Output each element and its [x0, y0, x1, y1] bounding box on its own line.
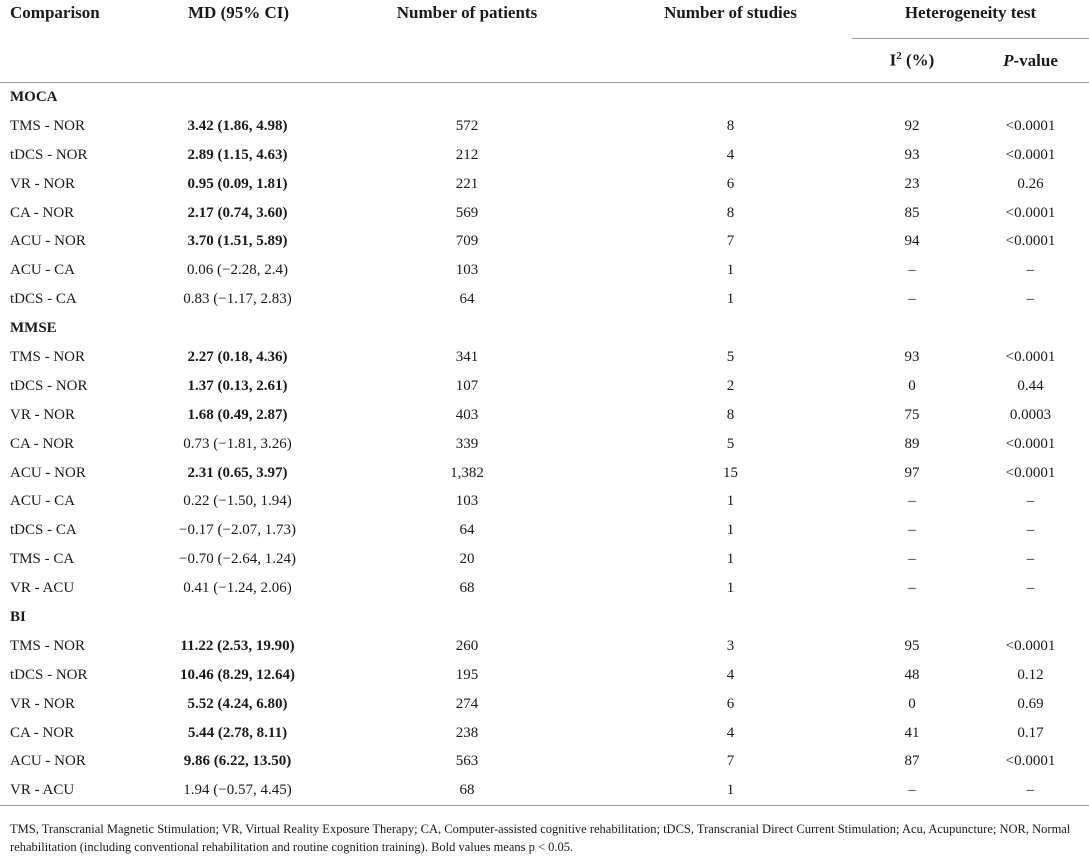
cell-p-value: – [1026, 291, 1035, 308]
cell-md: −0.70 (−2.64, 1.24) [179, 551, 296, 568]
section-label: BI [10, 608, 26, 625]
cell-p-value: <0.0001 [1005, 348, 1056, 365]
header-studies: Number of studies [664, 3, 797, 22]
cell-patients: 68 [325, 776, 609, 805]
table-row [0, 747, 1089, 776]
cell-patients: 107 [455, 377, 479, 394]
cell-p-value: 0.44 [1017, 377, 1044, 394]
cell-studies: 15 [723, 464, 738, 481]
cell-comparison: VR - ACU [0, 776, 150, 805]
cell-patients: 221 [455, 175, 479, 192]
cell-studies: 7 [726, 753, 735, 770]
cell-md: 0.83 (−1.17, 2.83) [183, 291, 292, 308]
cell-p-value: – [1026, 493, 1035, 510]
cell-md: 1.68 (0.49, 2.87) [187, 406, 288, 423]
cell-p-value: <0.0001 [1005, 233, 1056, 250]
table-row [0, 372, 1089, 401]
header-comparison: Comparison [10, 3, 100, 22]
cell-i2: – [908, 551, 916, 568]
cell-md: 11.22 (2.53, 19.90) [180, 637, 295, 654]
cell-comparison: CA - NOR [10, 724, 75, 741]
cell-studies: 4 [726, 724, 735, 741]
cell-p-value: 0.0003 [1009, 406, 1052, 423]
cell-i2: – [908, 493, 916, 510]
table-row [0, 719, 1089, 748]
cell-comparison: TMS - NOR [10, 348, 86, 365]
cell-p-value: 0.69 [1017, 695, 1044, 712]
cell-comparison: TMS - NOR [10, 117, 86, 134]
cell-p-value: <0.0001 [1005, 435, 1056, 452]
cell-patients: 403 [455, 406, 479, 423]
cell-studies: 7 [726, 233, 735, 250]
cell-comparison: VR - ACU [10, 580, 75, 597]
cell-p-value: 0.26 [1017, 175, 1044, 192]
cell-patients: 274 [455, 695, 479, 712]
cell-p-value: <0.0001 [1005, 204, 1056, 221]
cell-studies: 8 [726, 204, 735, 221]
cell-p-value: – [1026, 522, 1035, 539]
cell-i2: – [908, 291, 916, 308]
cell-i2: 85 [904, 204, 920, 221]
cell-p-value: – [1026, 551, 1035, 568]
cell-md: 9.86 (6.22, 13.50) [183, 753, 292, 770]
cell-studies: 4 [726, 666, 735, 683]
cell-studies: 1 [726, 522, 735, 539]
table-row [0, 516, 1089, 545]
cell-md: 10.46 (8.29, 12.64) [180, 666, 295, 683]
cell-studies: 1 [726, 493, 735, 510]
cell-patients: 64 [459, 522, 475, 539]
cell-patients: 1,382 [450, 464, 484, 481]
section-label: MOCA [10, 88, 58, 105]
header-md: MD (95% CI) [188, 3, 290, 22]
cell-p-value: 0.17 [1017, 724, 1044, 741]
cell-i2: 41 [904, 724, 920, 741]
cell-i2: 89 [904, 435, 920, 452]
cell-studies: 1 [726, 551, 735, 568]
table-row [0, 459, 1089, 488]
table-row [0, 487, 1089, 516]
table-row [0, 690, 1089, 719]
table-row [0, 227, 1089, 256]
cell-p-value: <0.0001 [1005, 117, 1056, 134]
cell-patients: 68 [459, 580, 475, 597]
cell-md: 2.31 (0.65, 3.97) [187, 464, 288, 481]
cell-comparison: VR - NOR [10, 695, 76, 712]
cell-comparison: ACU - NOR [10, 753, 86, 770]
cell-i2: – [908, 262, 916, 279]
table-footnote: TMS, Transcranial Magnetic Stimulation; VR, Virtual Reality Exposure Therapy; CA, Computer-assisted cognitive rehabilitation; tDCS, Transcranial Direct Current Stimulation; Acu, Acupuncture; NOR, Normal rehabilitation (including conventional rehabilitation and routine cognition training). Bold values means p < 0.05. [10, 822, 1071, 854]
cell-studies: 1 [726, 262, 735, 279]
cell-patients: 339 [455, 435, 479, 452]
cell-p-value: <0.0001 [1005, 146, 1056, 163]
cell-md: 3.42 (1.86, 4.98) [187, 117, 288, 134]
cell-i2: 48 [904, 666, 920, 683]
table-row [0, 430, 1089, 459]
table-row [0, 401, 1089, 430]
cell-i2: 97 [904, 464, 920, 481]
cell-i2: – [908, 580, 916, 597]
cell-comparison: ACU - CA [10, 493, 76, 510]
cell-patients: 103 [455, 493, 479, 510]
cell-comparison: tDCS - CA [10, 522, 77, 539]
cell-patients: 64 [459, 291, 475, 308]
cell-studies: 1 [726, 291, 735, 308]
header-heterogeneity: Heterogeneity test [852, 0, 1089, 39]
cell-i2: 87 [904, 753, 920, 770]
cell-patients: 260 [455, 637, 479, 654]
cell-comparison: tDCS - NOR [10, 146, 88, 163]
cell-comparison: VR - NOR [10, 175, 76, 192]
cell-comparison: tDCS - CA [10, 291, 77, 308]
cell-md: 5.44 (2.78, 8.11) [187, 724, 288, 741]
cell-p-value: – [1026, 580, 1035, 597]
cell-comparison: VR - NOR [10, 406, 76, 423]
table-row [0, 776, 1089, 805]
cell-i2: 0 [908, 377, 916, 394]
cell-studies: 6 [726, 175, 735, 192]
table-header [0, 0, 1089, 83]
cell-comparison: ACU - CA [10, 262, 76, 279]
cell-p-value: – [972, 776, 1089, 805]
cell-md: 3.70 (1.51, 5.89) [187, 233, 288, 250]
table-row [0, 112, 1089, 141]
header-patients: Number of patients [396, 3, 538, 22]
table-row [0, 632, 1089, 661]
section-row-bi [0, 603, 1089, 632]
table-row [0, 343, 1089, 372]
cell-md: 2.17 (0.74, 3.60) [187, 204, 288, 221]
cell-studies: 1 [726, 580, 735, 597]
cell-md: 1.94 (−0.57, 4.45) [150, 776, 325, 805]
cell-i2: 93 [904, 348, 920, 365]
cell-comparison: tDCS - NOR [10, 666, 88, 683]
cell-patients: 103 [455, 262, 479, 279]
table-row [0, 285, 1089, 314]
cell-studies: 8 [726, 117, 735, 134]
cell-md: 2.27 (0.18, 4.36) [187, 348, 288, 365]
cell-p-value: <0.0001 [1005, 464, 1056, 481]
cell-comparison: CA - NOR [10, 204, 75, 221]
cell-comparison: ACU - NOR [10, 233, 86, 250]
cell-patients: 341 [455, 348, 479, 365]
section-row-moca [0, 83, 1089, 112]
cell-studies: 6 [726, 695, 735, 712]
cell-patients: 563 [455, 753, 479, 770]
cell-comparison: CA - NOR [10, 435, 75, 452]
cell-i2: – [908, 522, 916, 539]
table-row [0, 141, 1089, 170]
cell-i2: 0 [908, 695, 916, 712]
cell-studies: 8 [726, 406, 735, 423]
table-row [0, 661, 1089, 690]
cell-p-value: – [1026, 262, 1035, 279]
cell-p-value: <0.0001 [1005, 637, 1056, 654]
table-row [0, 574, 1089, 603]
table-row [0, 256, 1089, 285]
cell-patients: 572 [455, 117, 479, 134]
cell-patients: 195 [455, 666, 479, 683]
cell-studies: 5 [726, 348, 735, 365]
cell-md: 0.06 (−2.28, 2.4) [187, 262, 288, 279]
cell-i2: – [852, 776, 972, 805]
cell-comparison: tDCS - NOR [10, 377, 88, 394]
cell-i2: 92 [904, 117, 920, 134]
cell-i2: 75 [904, 406, 920, 423]
cell-i2: 95 [904, 637, 920, 654]
table-row [0, 199, 1089, 228]
cell-md: 0.95 (0.09, 1.81) [187, 175, 288, 192]
cell-patients: 709 [455, 233, 479, 250]
cell-md: 2.89 (1.15, 4.63) [187, 146, 288, 163]
cell-md: −0.17 (−2.07, 1.73) [179, 522, 296, 539]
cell-i2: 23 [904, 175, 920, 192]
cell-i2: 93 [904, 146, 920, 163]
cell-studies: 5 [726, 435, 735, 452]
cell-md: 5.52 (4.24, 6.80) [187, 695, 288, 712]
cell-studies: 3 [726, 637, 735, 654]
cell-studies: 2 [726, 377, 735, 394]
cell-md: 0.22 (−1.50, 1.94) [183, 493, 292, 510]
cell-i2: 94 [904, 233, 920, 250]
cell-patients: 569 [455, 204, 479, 221]
cell-p-value: 0.12 [1017, 666, 1044, 683]
cell-patients: 212 [455, 146, 479, 163]
table-row [0, 170, 1089, 199]
cell-studies: 4 [726, 146, 735, 163]
cell-md: 1.37 (0.13, 2.61) [187, 377, 288, 394]
header-p-value: P-value [1003, 50, 1058, 70]
cell-comparison: TMS - CA [10, 551, 75, 568]
section-row-mmse [0, 314, 1089, 343]
header-i2: $I^2$ (%) [889, 50, 935, 70]
cell-patients: 20 [459, 551, 475, 568]
cell-comparison: ACU - NOR [10, 464, 86, 481]
cell-p-value: <0.0001 [1005, 753, 1056, 770]
cell-comparison: TMS - NOR [10, 637, 86, 654]
cell-studies: 1 [609, 776, 852, 805]
cell-md: 0.41 (−1.24, 2.06) [183, 580, 292, 597]
section-label: MMSE [10, 320, 57, 337]
cell-patients: 238 [455, 724, 479, 741]
cell-md: 0.73 (−1.81, 3.26) [183, 435, 292, 452]
table-row [0, 545, 1089, 574]
table-body [0, 83, 1089, 806]
